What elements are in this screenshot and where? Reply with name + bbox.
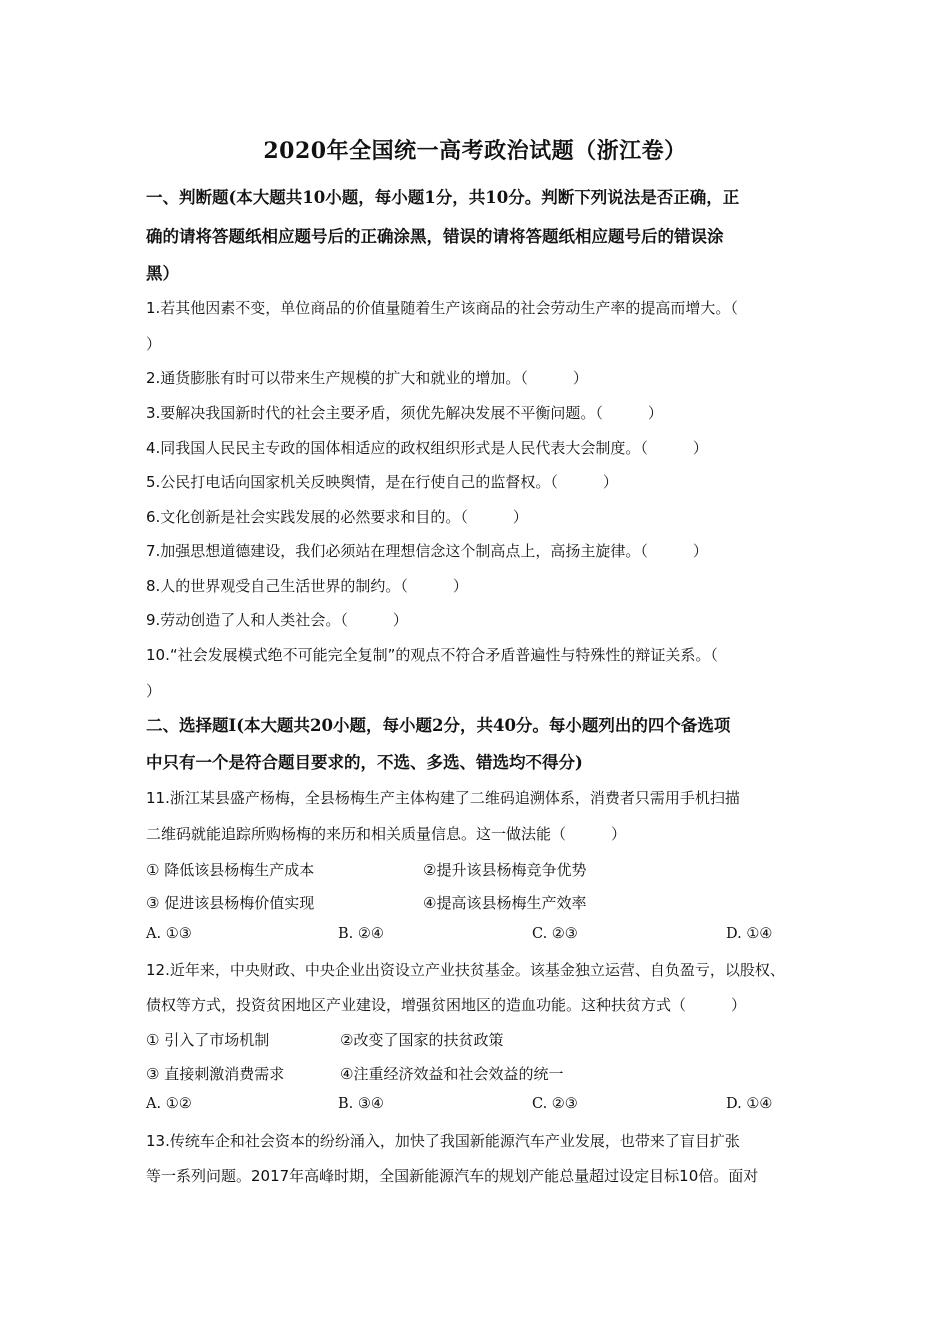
question-11-option-3: ③ 促进该县杨梅价值实现 — [146, 894, 315, 912]
question-11-choice-b: B. ②④ — [338, 926, 384, 942]
question-11-line-2: 二维码就能追踪所购杨梅的来历和相关质量信息。这一做法能（ ） — [146, 825, 627, 843]
question-11-option-2: ②提升该县杨梅竞争优势 — [423, 861, 587, 879]
question-12-line-2: 债权等方式，投资贫困地区产业建设，增强贫困地区的造血功能。这种扶贫方式（ ） — [146, 996, 747, 1014]
page-title: 2020年全国统一高考政治试题（浙江卷） — [263, 138, 687, 164]
judgement-item-10-cont: ） — [146, 682, 162, 700]
section1-heading-line-1: 一、判断题(本大题共10小题，每小题1分，共10分。判断下列说法是否正确，正 — [146, 188, 740, 207]
section2-heading-line-2: 中只有一个是符合题目要求的，不选、多选、错选均不得分) — [146, 753, 583, 772]
question-12-line-1: 12.近年来，中央财政、中央企业出资设立产业扶贫基金。该基金独立运营、自负盈亏，以股权、 — [146, 961, 785, 979]
question-12-choice-c: C. ②③ — [532, 1096, 578, 1112]
judgement-item-6: 6.文化创新是社会实践发展的必然要求和目的。（ ） — [146, 508, 528, 526]
judgement-item-3: 3.要解决我国新时代的社会主要矛盾，须优先解决发展不平衡问题。（ ） — [146, 404, 663, 422]
question-13-line-2: 等一系列问题。2017年高峰时期，全国新能源汽车的规划产能总量超过设定目标10倍。面对 — [146, 1167, 759, 1185]
judgement-item-1: 1.若其他因素不变，单位商品的价值量随着生产该商品的社会劳动生产率的提高而增大。（ — [146, 299, 738, 317]
judgement-item-1-cont: ） — [146, 335, 162, 353]
question-11-choice-c: C. ②③ — [532, 926, 578, 942]
section2-heading-line-1: 二、选择题Ⅰ(本大题共20小题，每小题2分，共40分。每小题列出的四个备选项 — [146, 716, 731, 735]
question-13-line-1: 13.传统车企和社会资本的纷纷涌入，加快了我国新能源汽车产业发展，也带来了盲目扩张 — [146, 1132, 740, 1150]
section1-heading-line-2: 确的请将答题纸相应题号后的正确涂黑，错误的请将答题纸相应题号后的错误涂 — [146, 227, 724, 246]
judgement-item-5: 5.公民打电话向国家机关反映舆情，是在行使自己的监督权。（ ） — [146, 473, 618, 491]
judgement-item-9: 9.劳动创造了人和人类社会。（ ） — [146, 611, 408, 629]
judgement-item-2: 2.通货膨胀有时可以带来生产规模的扩大和就业的增加。（ ） — [146, 369, 588, 387]
judgement-item-8: 8.人的世界观受自己生活世界的制约。（ ） — [146, 577, 468, 595]
question-12-option-3: ③ 直接刺激消费需求 — [146, 1065, 285, 1083]
judgement-item-7: 7.加强思想道德建设，我们必须站在理想信念这个制高点上，高扬主旋律。（ ） — [146, 542, 708, 560]
question-12-option-1: ① 引入了市场机制 — [146, 1031, 270, 1049]
judgement-item-10: 10.“社会发展模式绝不可能完全复制”的观点不符合矛盾普遍性与特殊性的辩证关系。（ — [146, 646, 718, 664]
question-11-choice-a: A. ①③ — [146, 926, 192, 942]
question-11-choice-d: D. ①④ — [726, 926, 773, 942]
question-12-choice-d: D. ①④ — [726, 1096, 773, 1112]
judgement-item-4: 4.同我国人民民主专政的国体相适应的政权组织形式是人民代表大会制度。（ ） — [146, 439, 708, 457]
question-12-option-2: ②改变了国家的扶贫政策 — [340, 1031, 504, 1049]
question-11-option-4: ④提高该县杨梅生产效率 — [423, 894, 587, 912]
question-11-option-1: ① 降低该县杨梅生产成本 — [146, 861, 315, 879]
question-12-option-4: ④注重经济效益和社会效益的统一 — [340, 1065, 564, 1083]
section1-heading-line-3: 黑） — [146, 264, 179, 283]
question-12-choice-b: B. ③④ — [338, 1096, 384, 1112]
question-12-choice-a: A. ①② — [146, 1096, 192, 1112]
question-11-line-1: 11.浙江某县盛产杨梅，全县杨梅生产主体构建了二维码追溯体系，消费者只需用手机扫描 — [146, 789, 740, 807]
